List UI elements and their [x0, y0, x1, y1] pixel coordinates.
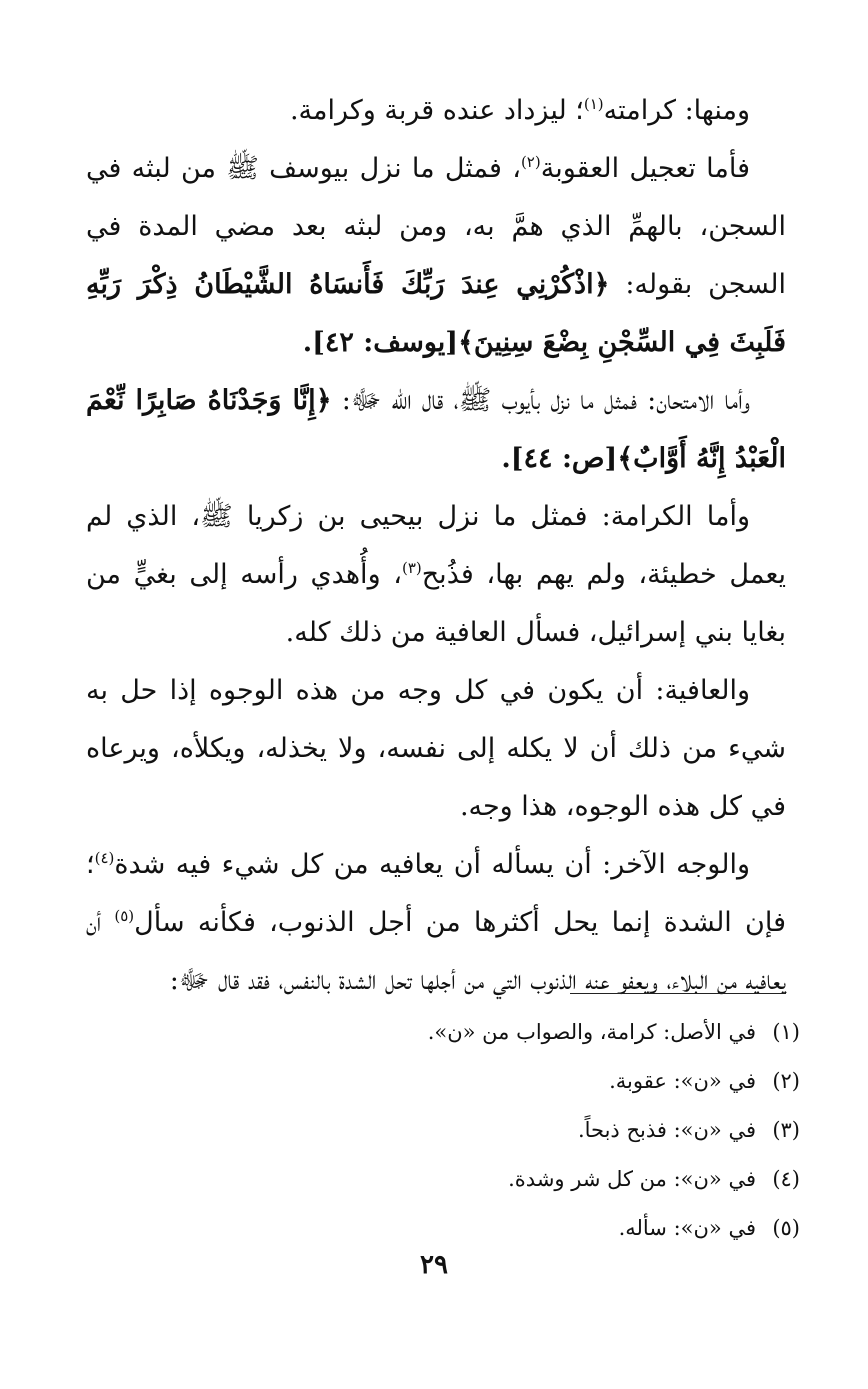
paragraph-5 — [86, 662, 786, 836]
footnote-number: (٥) — [772, 1216, 800, 1240]
quran-verse: ﴿إِنَّا وَجَدْنَاهُ صَابِرًا نِّعْمَ الْعَبْدُ إِنَّهُ أَوَّابٌ﴾ — [86, 385, 786, 474]
footnotes-section — [80, 1008, 800, 1253]
paragraph-text: ؛ ليزداد عنده قربة وكرامة. — [289, 95, 584, 126]
paragraph-text: والوجه الآخر: أن يسأله أن يعافيه من كل شيء فيه شدة — [114, 849, 750, 880]
footnote-number: (٢) — [772, 1069, 800, 1093]
footnote-marker: (٥) — [114, 907, 135, 925]
footnote-marker: (٢) — [520, 153, 541, 171]
quran-verse: ﴿اذْكُرْنِي عِندَ رَبِّكَ فَأَنسَاهُ الشَّيْطَانُ ذِكْرَ رَبِّهِ فَلَبِثَ فِي السِّجْنِ بِضْعَ سِنِينَ﴾ — [86, 269, 786, 358]
paragraph-text: والعافية: أن يكون في كل وجه من هذه الوجوه إذا حل به شيء من ذلك أن لا يكله إلى نفسه، ولا يخذله، ويكلأه، ويرعاه في كل هذه الوجوه، هذا وجه. — [86, 675, 786, 822]
footnote-marker: (٣) — [401, 559, 422, 577]
footnote-number: (٤) — [772, 1167, 800, 1191]
footnote-marker: (٤) — [94, 849, 115, 867]
footnote-separator — [570, 993, 786, 994]
verse-reference: [يوسف: ٤٢]. — [302, 327, 459, 358]
paragraph-text: ومنها: كرامته — [603, 95, 750, 126]
footnote-text: في «ن»: من كل شر وشدة. — [508, 1167, 756, 1191]
footnote-item — [80, 1057, 800, 1106]
paragraph-text: ، وأُهدي رأسه إلى بغيٍّ من بغايا بني إسرائيل، فسأل العافية من ذلك كله. — [86, 559, 786, 648]
footnote-text: في «ن»: عقوبة. — [609, 1069, 756, 1093]
paragraph-text: ؛ فإن الشدة إنما يحل أكثرها من أجل الذنوب، فكأنه سأل — [86, 849, 786, 938]
footnote-item — [80, 1106, 800, 1155]
paragraph-4 — [86, 488, 786, 662]
paragraph-text: ، فمثل ما نزل بيوسف ﷺ من لبثه في السجن، بالهمِّ الذي همَّ به، ومن لبثه بعد مضي المدة في السجن بقوله: — [86, 153, 786, 300]
paragraph-text: أن يعافيه من البلاء، ويعفو عنه الذنوب التي من أجلها تحل الشدة بالنفس، فقد قال ﷻ: — [86, 907, 786, 996]
page-number: ٢٩ — [420, 1250, 448, 1280]
footnote-item — [80, 1204, 800, 1253]
verse-reference: [ص: ٤٤]. — [501, 443, 618, 474]
footnote-text: في الأصل: كرامة، والصواب من «ن». — [427, 1020, 756, 1044]
paragraph-3 — [86, 372, 786, 488]
paragraph-text: وأما الامتحان: فمثل ما نزل بأيوب ﷺ، قال الله ﷻ: — [331, 385, 750, 416]
body-text — [86, 82, 786, 1010]
footnote-item — [80, 1008, 800, 1057]
footnote-item — [80, 1155, 800, 1204]
paragraph-text: وأما الكرامة: فمثل ما نزل بيحيى بن زكريا ﷺ، الذي لم يعمل خطيئة، ولم يهم بها، فذُبح — [86, 501, 786, 590]
paragraph-1 — [86, 82, 786, 140]
footnote-text: في «ن»: فذبح ذبحاً. — [577, 1118, 756, 1142]
paragraph-2 — [86, 140, 786, 372]
paragraph-6 — [86, 836, 786, 1010]
footnote-number: (٣) — [772, 1118, 800, 1142]
footnote-marker: (١) — [583, 95, 604, 113]
footnote-number: (١) — [772, 1020, 800, 1044]
footnote-text: في «ن»: سأله. — [618, 1216, 756, 1240]
paragraph-text: فأما تعجيل العقوبة — [540, 153, 750, 184]
